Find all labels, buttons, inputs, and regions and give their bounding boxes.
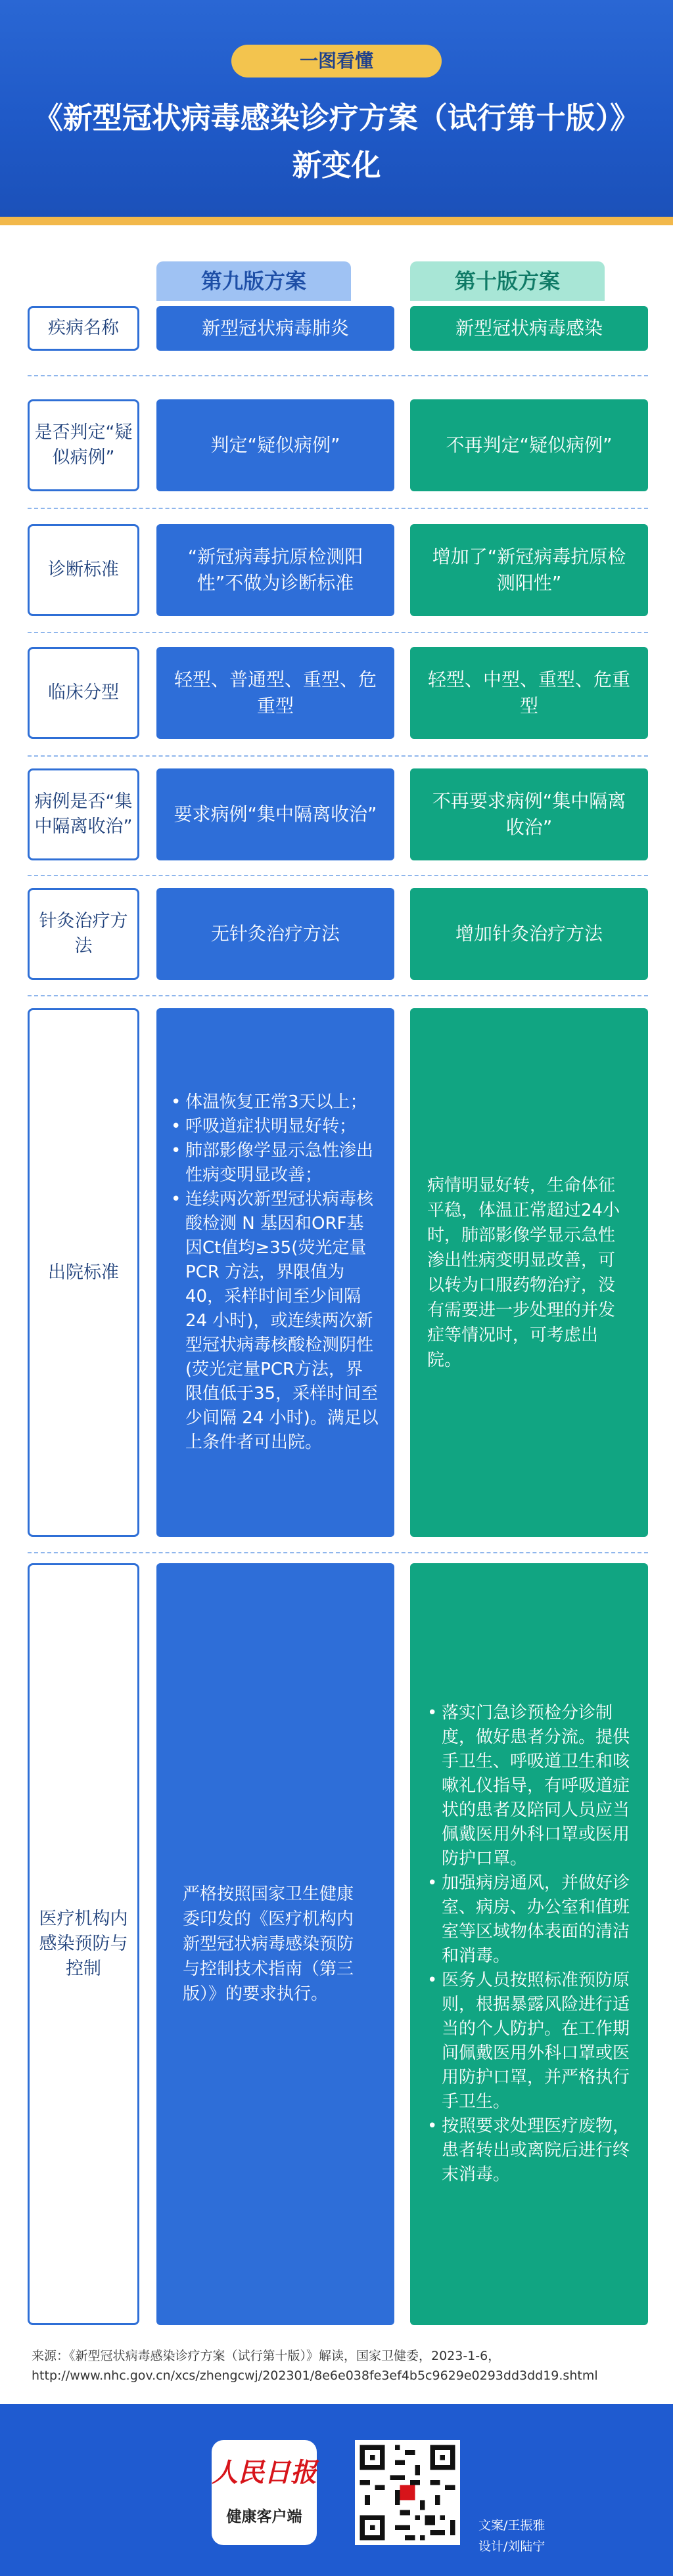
cell-tenth-diagnosis: 增加了“新冠病毒抗原检测阳性” [410,524,648,616]
cell-ninth-isolation: 要求病例“集中隔离收治” [156,768,394,860]
cell-tenth-disease-name: 新型冠状病毒感染 [410,306,648,351]
row-label-isolation: 病例是否“集中隔离收治” [28,768,139,860]
infection-ninth-text: 严格按照国家卫生健康委印发的《医疗机构内新型冠状病毒感染预防与控制技术指南（第三版）》的要求执行。 [183,1884,354,2004]
row-label-clinical-type: 临床分型 [28,647,139,739]
list-item: • 加强病房通风，并做好诊室、病房、办公室和值班室等区域物体表面的清洁和消毒。 [427,1871,631,1968]
infection-tenth-list [427,1701,631,2187]
cell-ninth-suspected-case: 判定“疑似病例” [156,399,394,491]
list-item: • 连续两次新型冠状病毒核酸检测 N 基因和ORF基因Ct值均≥35(荧光定量 PCR 方法，界限值为40，采样时间至少间隔 24 小时)，或连续两次新型冠状病毒核酸检测阴性(荧光定量PCR方法，界限值低于35，采样时间至少间隔 24 小时)。满足以上条件者可出院。 [171,1188,380,1455]
cell-ninth-clinical-type: 轻型、普通型、重型、危重型 [156,647,394,739]
header-pill: 一图看懂 [231,45,442,78]
page-subtitle: 新变化 [292,148,381,183]
row-label-infection-control: 医疗机构内感染预防与控制 [28,1563,139,2325]
row-label-suspected-case: 是否判定“疑似病例” [28,399,139,491]
list-item: • 体温恢复正常3天以上； [171,1090,380,1115]
column-header-ninth: 第九版方案 [156,261,351,301]
list-item: • 呼吸道症状明显好转； [171,1115,380,1139]
row-divider [28,995,648,996]
cell-tenth-infection-control [410,1563,648,2325]
discharge-ninth-list [171,1090,380,1455]
list-item: • 医务人员按照标准预防原则，根据暴露风险进行适当的个人防护。在工作期间佩戴医用外科口罩或医用防护口罩，并严格执行手卫生。 [427,1968,631,2114]
cell-ninth-disease-name: 新型冠状病毒肺炎 [156,306,394,351]
cell-ninth-infection-control [156,1563,394,2325]
column-header-tenth: 第十版方案 [410,261,605,301]
cell-tenth-acupuncture: 增加针灸治疗方法 [410,888,648,980]
row-divider [28,375,648,376]
cell-ninth-discharge [156,1008,394,1537]
cell-tenth-discharge [410,1008,648,1537]
row-label-diagnosis: 诊断标准 [28,524,139,616]
list-item: • 按照要求处理医疗废物，患者转出或离院后进行终末消毒。 [427,2114,631,2187]
footer-bar [0,2404,673,2576]
row-divider [28,1552,648,1553]
credit-design: 设计/刘陆宁 [478,2539,545,2554]
source-url[interactable]: http://www.nhc.gov.cn/xcs/zhengcwj/202301/8e6e038fe3ef4b5c9629e0293dd3dd19.shtml [32,2368,598,2383]
row-label-acupuncture: 针灸治疗方法 [28,888,139,980]
qr-code-icon[interactable] [355,2440,460,2545]
cell-ninth-acupuncture: 无针灸治疗方法 [156,888,394,980]
cell-ninth-diagnosis: “新冠病毒抗原检测阳性”不做为诊断标准 [156,524,394,616]
source-line: 来源：《新型冠状病毒感染诊疗方案（试行第十版）》解读，国家卫健委，2023-1-6， [32,2349,501,2363]
app-logo [212,2440,317,2545]
cell-tenth-suspected-case: 不再判定“疑似病例” [410,399,648,491]
credit-writer: 文案/王振雅 [478,2518,545,2533]
row-divider [28,632,648,633]
discharge-tenth-text: 病情明显好转，生命体征平稳，体温正常超过24小时，肺部影像学显示急性渗出性病变明显改善，可以转为口服药物治疗，没有需要进一步处理的并发症等情况时，可考虑出院。 [427,1175,620,1370]
row-divider [28,755,648,757]
header-accent-band [0,217,673,225]
list-item: • 落实门急诊预检分诊制度，做好患者分流。提供手卫生、呼吸道卫生和咳嗽礼仪指导，有呼吸道症状的患者及陪同人员应当佩戴医用外科口罩或医用防护口罩。 [427,1701,631,1871]
list-item: • 肺部影像学显示急性渗出性病变明显改善； [171,1139,380,1188]
logo-mark: 人民日报 [212,2457,317,2488]
cell-tenth-isolation: 不再要求病例“集中隔离收治” [410,768,648,860]
cell-tenth-clinical-type: 轻型、中型、重型、危重型 [410,647,648,739]
row-divider [28,875,648,876]
logo-text: 健康客户端 [226,2508,302,2525]
row-label-discharge: 出院标准 [28,1008,139,1537]
source-note [32,2346,649,2386]
row-divider [28,508,648,509]
page-title: 《新型冠状病毒感染诊疗方案（试行第十版）》 [33,100,640,135]
row-label-disease-name: 疾病名称 [28,306,139,351]
